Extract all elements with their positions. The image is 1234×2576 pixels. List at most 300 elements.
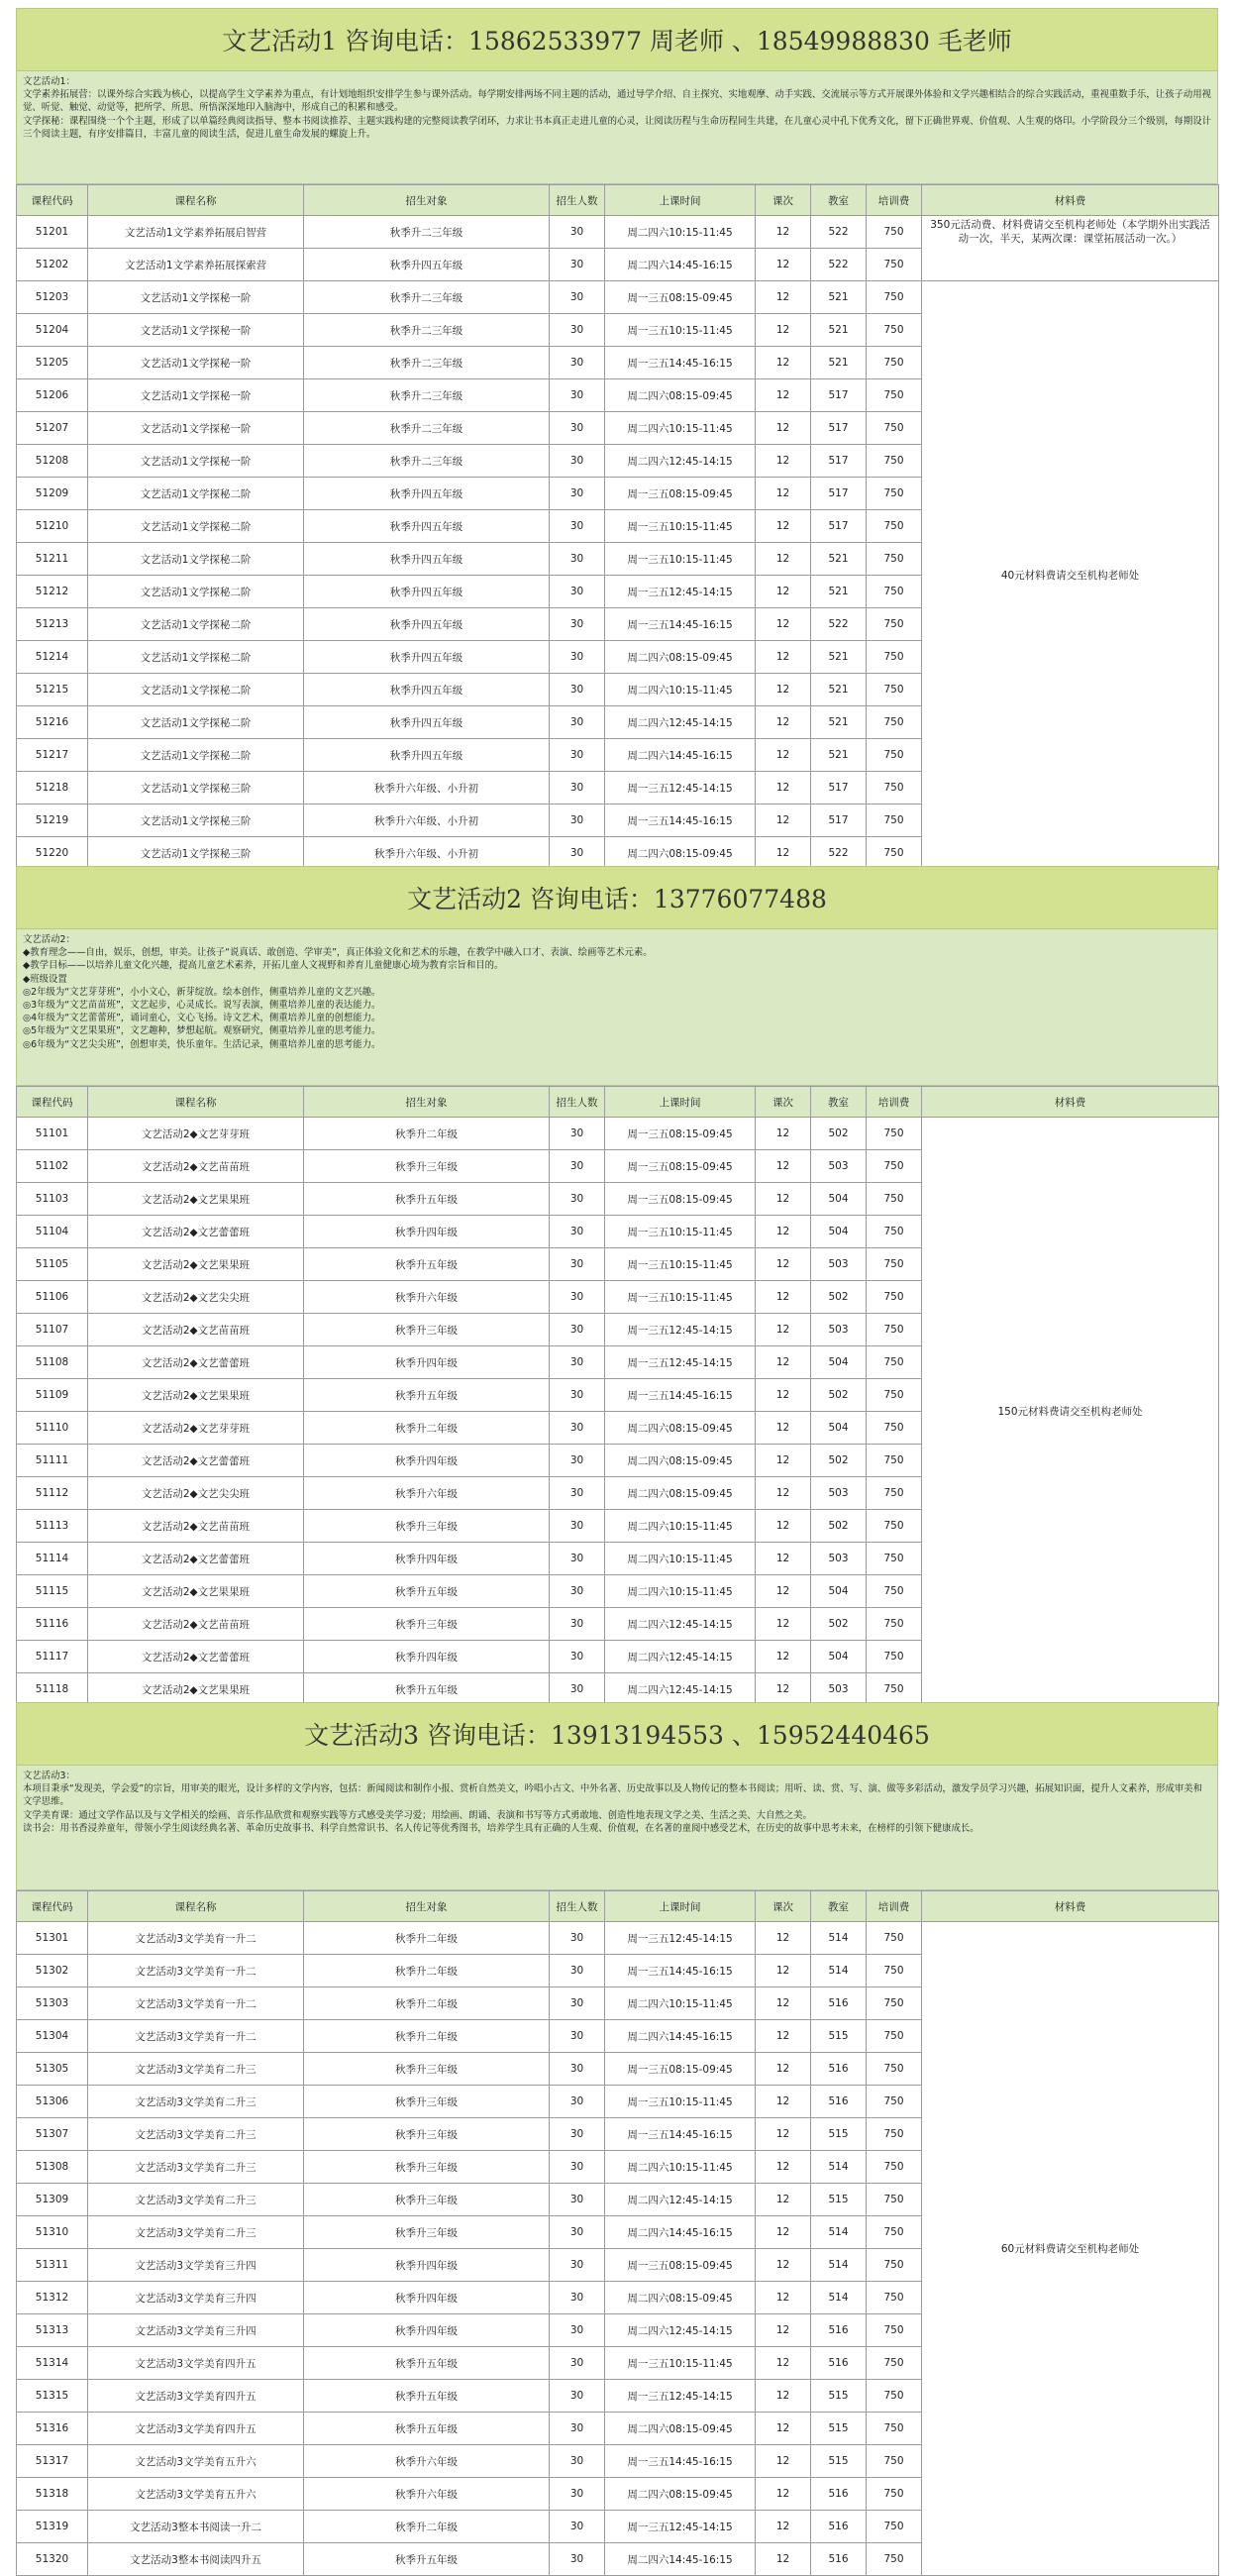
table-cell: 周二四六10:15-11:45 [605,2151,756,2184]
table-cell: 750 [867,2249,922,2282]
table-cell: 30 [550,2282,605,2314]
table-cell: 502 [811,1608,867,1641]
table-cell: 30 [550,1216,605,1248]
column-header: 上课时间 [605,1087,756,1118]
table-cell: 12 [756,1575,811,1608]
table-cell: 12 [756,1118,811,1150]
table-cell: 秋季升五年级 [304,2380,550,2413]
table-cell: 30 [550,2184,605,2216]
table-cell: 秋季升四年级 [304,1641,550,1673]
table-cell: 文艺活动2◆文艺果果班 [88,1575,304,1608]
table-cell: 51302 [17,1955,88,1987]
table-cell: 51112 [17,1477,88,1510]
table-cell: 周二四六08:15-09:45 [605,2413,756,2445]
table-cell: 750 [867,674,922,706]
table-cell: 502 [811,1445,867,1477]
table-cell: 30 [550,608,605,641]
table-cell: 秋季升二三年级 [304,216,550,249]
table-cell: 周二四六10:15-11:45 [605,1543,756,1575]
column-header: 教室 [811,185,867,216]
table-cell: 750 [867,1248,922,1281]
table-cell: 12 [756,2543,811,2576]
table-cell: 秋季升三年级 [304,2216,550,2249]
table-cell: 秋季升五年级 [304,2347,550,2380]
table-cell: 秋季升四五年级 [304,674,550,706]
table-cell: 秋季升六年级 [304,2445,550,2478]
table-cell: 12 [756,2118,811,2151]
table-cell: 周一三五08:15-09:45 [605,1183,756,1216]
table-cell: 秋季升二三年级 [304,379,550,412]
table-cell: 30 [550,1575,605,1608]
table-cell: 30 [550,1510,605,1543]
table-cell: 750 [867,1608,922,1641]
table-cell: 750 [867,347,922,379]
table-cell: 30 [550,1150,605,1183]
table-cell: 51215 [17,674,88,706]
table-cell: 秋季升二三年级 [304,347,550,379]
section-title: 文艺活动3 咨询电话：13913194553 、15952440465 [16,1702,1218,1766]
table-cell: 周二四六10:15-11:45 [605,1510,756,1543]
table-cell: 12 [756,543,811,576]
table-cell: 秋季升三年级 [304,1510,550,1543]
table-cell: 12 [756,2282,811,2314]
table-row [17,216,1219,249]
table-cell: 514 [811,2282,867,2314]
table-cell: 秋季升四年级 [304,1216,550,1248]
table-cell: 750 [867,1412,922,1445]
table-cell: 30 [550,576,605,608]
table-cell: 12 [756,1248,811,1281]
desc-line: 文学素养拓展营：以课外综合实践为核心，以提高学生文学素养为重点，有计划地组织安排学生参与课外活动。每学期安排两场不同主题的活动，通过导学介绍、自主探究、实地观摩、动手实践、交流展示等方式开展课外体验和文学兴趣相结合的综合实践活动，重视重数手乐，让孩子动用视觉、听觉、触觉、动觉等，把所学、所思、所悟深深地印入脑海中，形成自己的积累和感受。 [23,89,1211,114]
table-cell: 周二四六10:15-11:45 [605,1987,756,2020]
table-cell: 515 [811,2413,867,2445]
table-cell: 文艺活动1文学探秘一阶 [88,379,304,412]
table-cell: 秋季升六年级、小升初 [304,805,550,837]
table-cell: 秋季升三年级 [304,2086,550,2118]
table-cell: 周二四六10:15-11:45 [605,412,756,445]
table-cell: 周一三五10:15-11:45 [605,1281,756,1314]
table-cell: 30 [550,1183,605,1216]
table-cell: 521 [811,641,867,674]
desc-line: 文艺活动1： [23,76,75,87]
table-cell: 文艺活动1文学探秘二阶 [88,674,304,706]
table-cell: 12 [756,1987,811,2020]
table-cell: 750 [867,412,922,445]
table-cell: 12 [756,2478,811,2511]
desc-line: 文艺活动2： [23,934,75,945]
table-cell: 周一三五14:45-16:15 [605,2118,756,2151]
table-cell: 文艺活动2◆文艺果果班 [88,1379,304,1412]
table-cell: 502 [811,1118,867,1150]
table-cell: 51118 [17,1673,88,1706]
table-cell: 514 [811,2216,867,2249]
desc-line: ◆班级设置 [23,973,67,985]
table-cell: 30 [550,1281,605,1314]
table-cell: 周二四六08:15-09:45 [605,2282,756,2314]
table-cell: 30 [550,1248,605,1281]
table-cell: 30 [550,510,605,543]
table-cell: 秋季升二三年级 [304,314,550,347]
section-wenyi-3 [16,1702,1218,2576]
table-cell: 51116 [17,1608,88,1641]
table-cell: 51310 [17,2216,88,2249]
table-cell: 文艺活动3整本书阅读一升二 [88,2511,304,2543]
table-cell: 秋季升四五年级 [304,249,550,281]
section-description [16,1766,1218,1890]
table-cell: 周一三五10:15-11:45 [605,1248,756,1281]
table-cell: 12 [756,2184,811,2216]
table-cell: 周一三五10:15-11:45 [605,543,756,576]
table-cell: 文艺活动2◆文艺苗苗班 [88,1510,304,1543]
table-cell: 750 [867,1477,922,1510]
table-cell: 秋季升五年级 [304,2413,550,2445]
table-cell: 51316 [17,2413,88,2445]
desc-line: ◎3年级为“文艺苗苗班”，文艺起步，心灵成长。说写表演，侧重培养儿童的表达能力。 [23,1000,381,1012]
table-cell: 文艺活动3文学美育五升六 [88,2445,304,2478]
table-cell: 12 [756,1445,811,1477]
table-cell: 750 [867,2511,922,2543]
table-cell: 文艺活动1文学探秘二阶 [88,478,304,510]
table-cell: 51110 [17,1412,88,1445]
table-cell: 秋季升二年级 [304,2020,550,2053]
column-header: 教室 [811,1891,867,1922]
table-cell: 文艺活动3文学美育三升四 [88,2314,304,2347]
material-fee-note: 350元活动费、材料费请交至机构老师处（本学期外出实践活动一次，半天，某两次课：课堂拓展活动一次。） [922,216,1219,281]
table-cell: 12 [756,2380,811,2413]
table-cell: 30 [550,1412,605,1445]
table-cell: 秋季升五年级 [304,1575,550,1608]
table-cell: 文艺活动3文学美育一升二 [88,1987,304,2020]
column-header: 招生对象 [304,185,550,216]
table-cell: 秋季升三年级 [304,2184,550,2216]
table-cell: 12 [756,706,811,739]
table-cell: 750 [867,2445,922,2478]
table-cell: 文艺活动2◆文艺蕾蕾班 [88,1641,304,1673]
table-cell: 周一三五10:15-11:45 [605,2347,756,2380]
table-cell: 504 [811,1575,867,1608]
table-cell: 51206 [17,379,88,412]
table-cell: 文艺活动2◆文艺蕾蕾班 [88,1543,304,1575]
table-cell: 750 [867,1314,922,1346]
table-cell: 504 [811,1216,867,1248]
table-cell: 文艺活动2◆文艺芽芽班 [88,1118,304,1150]
table-cell: 文艺活动1文学探秘一阶 [88,445,304,478]
table-cell: 12 [756,1346,811,1379]
table-cell: 周一三五08:15-09:45 [605,2053,756,2086]
table-cell: 12 [756,1510,811,1543]
table-cell: 522 [811,608,867,641]
table-cell: 文艺活动3文学美育二升三 [88,2151,304,2184]
table-cell: 文艺活动2◆文艺果果班 [88,1183,304,1216]
column-header: 招生人数 [550,1891,605,1922]
table-cell: 秋季升四五年级 [304,478,550,510]
table-cell: 750 [867,608,922,641]
table-cell: 750 [867,281,922,314]
table-cell: 秋季升四五年级 [304,608,550,641]
table-cell: 文艺活动2◆文艺果果班 [88,1673,304,1706]
table-cell: 516 [811,2347,867,2380]
material-fee-note: 40元材料费请交至机构老师处 [922,281,1219,870]
table-cell: 30 [550,1543,605,1575]
table-cell: 750 [867,576,922,608]
table-cell: 12 [756,2347,811,2380]
table-cell: 文艺活动3文学美育五升六 [88,2478,304,2511]
table-cell: 12 [756,608,811,641]
table-cell: 12 [756,1955,811,1987]
table-cell: 30 [550,2478,605,2511]
table-cell: 12 [756,1412,811,1445]
table-cell: 750 [867,216,922,249]
table-cell: 51317 [17,2445,88,2478]
table-cell: 秋季升五年级 [304,1248,550,1281]
table-cell: 12 [756,1379,811,1412]
table-cell: 周二四六08:15-09:45 [605,379,756,412]
table-cell: 750 [867,2216,922,2249]
table-cell: 51204 [17,314,88,347]
table-cell: 秋季升二三年级 [304,445,550,478]
column-header: 招生对象 [304,1087,550,1118]
table-cell: 51202 [17,249,88,281]
table-cell: 文艺活动3文学美育四升五 [88,2413,304,2445]
table-cell: 30 [550,2053,605,2086]
table-cell: 51113 [17,1510,88,1543]
table-cell: 文艺活动2◆文艺芽芽班 [88,1412,304,1445]
desc-line: ◎4年级为“文艺蕾蕾班”，诵词童心，文心飞扬。诗文艺术，侧重培养儿童的创想能力。 [23,1013,381,1024]
table-cell: 秋季升二三年级 [304,281,550,314]
table-cell: 秋季升三年级 [304,1150,550,1183]
table-cell: 51303 [17,1987,88,2020]
table-cell: 文艺活动3文学美育三升四 [88,2282,304,2314]
table-cell: 750 [867,1346,922,1379]
table-cell: 文艺活动1文学探秘二阶 [88,576,304,608]
table-cell: 周一三五12:45-14:15 [605,1922,756,1955]
table-cell: 502 [811,1510,867,1543]
table-cell: 30 [550,2151,605,2184]
table-cell: 周二四六10:15-11:45 [605,1575,756,1608]
table-cell: 文艺活动1文学探秘三阶 [88,805,304,837]
table-cell: 750 [867,1445,922,1477]
table-header-row [17,185,1219,216]
course-table [16,184,1219,870]
table-cell: 504 [811,1412,867,1445]
table-cell: 周一三五12:45-14:15 [605,2380,756,2413]
table-cell: 文艺活动1文学探秘二阶 [88,706,304,739]
table-cell: 30 [550,1477,605,1510]
table-cell: 750 [867,641,922,674]
table-cell: 文艺活动1文学探秘一阶 [88,281,304,314]
table-cell: 503 [811,1477,867,1510]
table-cell: 周二四六12:45-14:15 [605,2314,756,2347]
table-cell: 750 [867,837,922,870]
column-header: 课次 [756,1087,811,1118]
table-cell: 30 [550,2216,605,2249]
table-cell: 521 [811,674,867,706]
table-cell: 51107 [17,1314,88,1346]
table-cell: 12 [756,379,811,412]
table-cell: 750 [867,249,922,281]
table-cell: 51210 [17,510,88,543]
table-cell: 秋季升四年级 [304,2249,550,2282]
table-cell: 516 [811,2543,867,2576]
table-cell: 秋季升五年级 [304,1673,550,1706]
table-cell: 51111 [17,1445,88,1477]
table-cell: 秋季升四年级 [304,2282,550,2314]
table-cell: 周二四六14:45-16:15 [605,249,756,281]
table-cell: 30 [550,478,605,510]
table-cell: 30 [550,314,605,347]
table-cell: 750 [867,2053,922,2086]
table-cell: 12 [756,2314,811,2347]
table-cell: 文艺活动2◆文艺果果班 [88,1248,304,1281]
table-cell: 秋季升三年级 [304,1314,550,1346]
table-cell: 秋季升五年级 [304,2543,550,2576]
table-cell: 750 [867,379,922,412]
table-cell: 30 [550,379,605,412]
table-cell: 750 [867,478,922,510]
table-cell: 51312 [17,2282,88,2314]
table-cell: 521 [811,314,867,347]
table-cell: 30 [550,2086,605,2118]
table-cell: 12 [756,641,811,674]
table-cell: 12 [756,2511,811,2543]
table-cell: 750 [867,1281,922,1314]
column-header: 教室 [811,1087,867,1118]
table-cell: 51219 [17,805,88,837]
table-cell: 51103 [17,1183,88,1216]
table-cell: 51315 [17,2380,88,2413]
course-table [16,1890,1219,2576]
table-cell: 秋季升二三年级 [304,412,550,445]
desc-line: 本项目秉承“发现美，学会爱”的宗旨，用审美的眼光，设计多样的文学内容，包括：新闻阅读和制作小报、赏析自然美文，吟唱小古文、中外名著、历史故事以及人物传记的整本书阅读；用听、读、赏、写、演、做等多彩活动，激发学员学习兴趣，拓展知识面，提升人文素养，形成审美和文学思维。 [23,1783,1202,1808]
table-cell: 502 [811,1379,867,1412]
table-cell: 30 [550,1673,605,1706]
column-header: 培训费 [867,1891,922,1922]
table-cell: 750 [867,445,922,478]
table-cell: 12 [756,1922,811,1955]
table-cell: 30 [550,805,605,837]
table-cell: 12 [756,347,811,379]
table-cell: 750 [867,543,922,576]
table-cell: 12 [756,281,811,314]
desc-line: ◎5年级为“文艺果果班”，文艺趣种，梦想起航。观察研究，侧重培养儿童的思考能力。 [23,1025,381,1037]
table-cell: 周二四六12:45-14:15 [605,445,756,478]
table-cell: 750 [867,2118,922,2151]
table-cell: 秋季升二年级 [304,1987,550,2020]
table-cell: 503 [811,1150,867,1183]
table-cell: 750 [867,1641,922,1673]
table-cell: 文艺活动3文学美育三升四 [88,2249,304,2282]
table-cell: 516 [811,2053,867,2086]
column-header: 上课时间 [605,185,756,216]
table-cell: 12 [756,445,811,478]
table-cell: 秋季升二年级 [304,2511,550,2543]
table-cell: 文艺活动3文学美育一升二 [88,1955,304,1987]
table-cell: 750 [867,1510,922,1543]
table-cell: 12 [756,576,811,608]
table-cell: 521 [811,576,867,608]
table-cell: 30 [550,281,605,314]
table-cell: 周一三五14:45-16:15 [605,1955,756,1987]
table-cell: 51305 [17,2053,88,2086]
table-cell: 750 [867,2543,922,2576]
table-cell: 51308 [17,2151,88,2184]
table-cell: 30 [550,1955,605,1987]
table-cell: 12 [756,1608,811,1641]
table-cell: 秋季升二年级 [304,1922,550,1955]
desc-line: 文学探秘：课程围绕一个个主题，形成了以单篇经典阅读指导、整本书阅读推荐、主题实践构建的完整阅读教学闭环，力求让书本真正走进儿童的心灵，让阅读历程与生命历程同生共建，在儿童心灵中孔下优秀文化，留下正确世界观、价值观、人生观的烙印。小学阶段分三个级别，每期设计三个阅读主题，有序安排篇目，丰富儿童的阅读生活，促进儿童生命发展的螺旋上升。 [23,115,1211,140]
table-cell: 文艺活动2◆文艺蕾蕾班 [88,1216,304,1248]
table-cell: 51216 [17,706,88,739]
table-cell: 秋季升二年级 [304,1118,550,1150]
table-cell: 521 [811,706,867,739]
desc-line: ◆教育理念——自由，娱乐，创想，审美。让孩子“说真话、敢创造、学审美”，真正体验文化和艺术的乐趣，在教学中融入口才、表演、绘画等艺术元素。 [23,947,653,959]
table-cell: 文艺活动1文学探秘二阶 [88,739,304,772]
table-cell: 文艺活动3文学美育四升五 [88,2347,304,2380]
table-cell: 51201 [17,216,88,249]
table-cell: 周二四六14:45-16:15 [605,739,756,772]
table-cell: 12 [756,2053,811,2086]
table-cell: 515 [811,2380,867,2413]
table-cell: 504 [811,1183,867,1216]
table-cell: 秋季升四年级 [304,2314,550,2347]
table-cell: 51108 [17,1346,88,1379]
table-cell: 51106 [17,1281,88,1314]
table-cell: 周一三五14:45-16:15 [605,1379,756,1412]
table-cell: 12 [756,2151,811,2184]
table-cell: 30 [550,2249,605,2282]
table-cell: 12 [756,772,811,805]
table-cell: 51218 [17,772,88,805]
table-cell: 522 [811,216,867,249]
table-cell: 文艺活动1文学探秘二阶 [88,543,304,576]
column-header: 课程名称 [88,1891,304,1922]
table-cell: 秋季升四五年级 [304,510,550,543]
column-header: 招生人数 [550,185,605,216]
table-cell: 51214 [17,641,88,674]
table-cell: 750 [867,2086,922,2118]
column-header: 上课时间 [605,1891,756,1922]
table-cell: 51114 [17,1543,88,1575]
table-cell: 秋季升四年级 [304,1346,550,1379]
table-cell: 12 [756,1183,811,1216]
table-cell: 文艺活动2◆文艺尖尖班 [88,1477,304,1510]
table-cell: 750 [867,1216,922,1248]
column-header: 课程代码 [17,185,88,216]
table-cell: 516 [811,2478,867,2511]
table-cell: 750 [867,1183,922,1216]
desc-line: ◎2年级为“文艺芽芽班”，小小文心，新芽绽放。绘本创作，侧重培养儿童的文艺兴趣。 [23,986,381,998]
table-cell: 51213 [17,608,88,641]
table-cell: 503 [811,1248,867,1281]
table-cell: 30 [550,347,605,379]
table-cell: 750 [867,2282,922,2314]
table-cell: 文艺活动1文学素养拓展探索营 [88,249,304,281]
table-cell: 51115 [17,1575,88,1608]
table-cell: 周二四六08:15-09:45 [605,837,756,870]
table-cell: 750 [867,2413,922,2445]
table-cell: 文艺活动3文学美育二升三 [88,2053,304,2086]
table-cell: 521 [811,543,867,576]
table-cell: 517 [811,805,867,837]
table-cell: 文艺活动2◆文艺苗苗班 [88,1608,304,1641]
table-cell: 秋季升五年级 [304,1379,550,1412]
table-cell: 12 [756,837,811,870]
table-cell: 30 [550,772,605,805]
table-cell: 51319 [17,2511,88,2543]
table-cell: 12 [756,2413,811,2445]
table-cell: 12 [756,1673,811,1706]
table-cell: 秋季升四五年级 [304,739,550,772]
